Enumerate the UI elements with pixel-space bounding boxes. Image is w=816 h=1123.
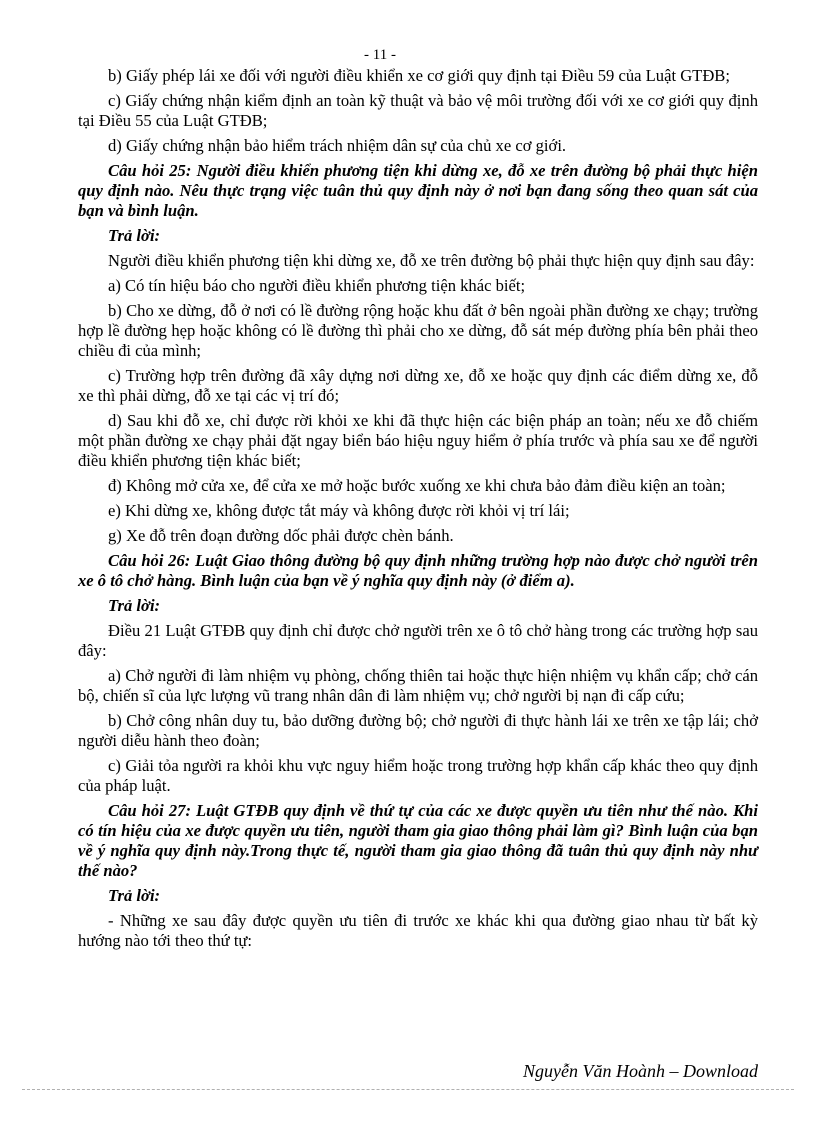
document-body xyxy=(78,66,758,956)
paragraph: b) Cho xe dừng, đỗ ở nơi có lề đường rộng hoặc khu đất ở bên ngoài phần đường xe chạy; trường hợp lề đường hẹp hoặc không có lề đường thì phải cho xe dừng, đỗ sát mép đường phía bên phải theo chiều đi của mình; xyxy=(78,301,758,360)
page-number: - 11 - xyxy=(364,47,396,63)
paragraph: e) Khi dừng xe, không được tắt máy và không được rời khỏi vị trí lái; xyxy=(108,501,570,520)
paragraph: Điều 21 Luật GTĐB quy định chỉ được chở người trên xe ô tô chở hàng trong các trường hợp sau đây: xyxy=(78,621,758,660)
footer-credit: Nguyễn Văn Hoành – Download xyxy=(523,1061,758,1081)
question-heading: Câu hỏi 26: Luật Giao thông đường bộ quy định những trường hợp nào được chở người trên xe ô tô chở hàng. Bình luận của bạn về ý nghĩa quy định này (ở điểm a). xyxy=(78,551,758,590)
answer-label: Trả lời: xyxy=(108,226,161,245)
paragraph: d) Sau khi đỗ xe, chỉ được rời khỏi xe khi đã thực hiện các biện pháp an toàn; nếu xe đỗ chiếm một phần đường xe chạy phải đặt ngay biển báo hiệu nguy hiểm ở phía trước và phía sau xe để người điều khiển phương tiện khác biết; xyxy=(78,411,758,470)
paragraph: đ) Không mở cửa xe, để cửa xe mở hoặc bước xuống xe khi chưa bảo đảm điều kiện an toàn; xyxy=(108,476,726,495)
paragraph: g) Xe đỗ trên đoạn đường dốc phải được chèn bánh. xyxy=(108,526,454,545)
question-heading: Câu hỏi 27: Luật GTĐB quy định về thứ tự của các xe được quyền ưu tiên như thế nào. Khi có tín hiệu của xe được quyền ưu tiên, người tham gia giao thông phải làm gì? Bình luận của bạn về ý nghĩa quy định này.Trong thực tế, người tham gia giao thông đã tuân thủ quy định này như thế nào? xyxy=(78,801,758,880)
paragraph: d) Giấy chứng nhận bảo hiểm trách nhiệm dân sự của chủ xe cơ giới. xyxy=(108,136,567,155)
paragraph: c) Trường hợp trên đường đã xây dựng nơi dừng xe, đỗ xe hoặc quy định các điểm dừng xe, đỗ xe thì phải dừng, đỗ xe tại các vị trí đó; xyxy=(78,366,758,405)
paragraph: a) Có tín hiệu báo cho người điều khiển phương tiện khác biết; xyxy=(108,276,526,295)
question-heading: Câu hỏi 25: Người điều khiển phương tiện khi dừng xe, đỗ xe trên đường bộ phải thực hiện quy định nào. Nêu thực trạng việc tuân thủ quy định này ở nơi bạn đang sống theo quan sát của bạn và bình luận. xyxy=(78,161,758,220)
paragraph: - Những xe sau đây được quyền ưu tiên đi trước xe khác khi qua đường giao nhau từ bất kỳ hướng nào tới theo thứ tự: xyxy=(78,911,758,950)
paragraph: c) Giải tỏa người ra khỏi khu vực nguy hiểm hoặc trong trường hợp khẩn cấp khác theo quy định của pháp luật. xyxy=(78,756,758,795)
paragraph: c) Giấy chứng nhận kiểm định an toàn kỹ thuật và bảo vệ môi trường đối với xe cơ giới quy định tại Điều 55 của Luật GTĐB; xyxy=(78,91,758,130)
paragraph: b) Giấy phép lái xe đối với người điều khiển xe cơ giới quy định tại Điều 59 của Luật GTĐB; xyxy=(108,66,730,85)
paragraph: Người điều khiển phương tiện khi dừng xe, đỗ xe trên đường bộ phải thực hiện quy định sau đây: xyxy=(108,251,755,270)
page-divider xyxy=(22,1089,794,1090)
paragraph: b) Chở công nhân duy tu, bảo dưỡng đường bộ; chở người đi thực hành lái xe trên xe tập lái; chở người diễu hành theo đoàn; xyxy=(78,711,758,750)
paragraph: a) Chở người đi làm nhiệm vụ phòng, chống thiên tai hoặc thực hiện nhiệm vụ khẩn cấp; chở cán bộ, chiến sĩ của lực lượng vũ trang nhân dân đi làm nhiệm vụ; chở người bị nạn đi cấp cứu; xyxy=(78,666,758,705)
answer-label: Trả lời: xyxy=(108,596,161,615)
answer-label: Trả lời: xyxy=(108,886,161,905)
